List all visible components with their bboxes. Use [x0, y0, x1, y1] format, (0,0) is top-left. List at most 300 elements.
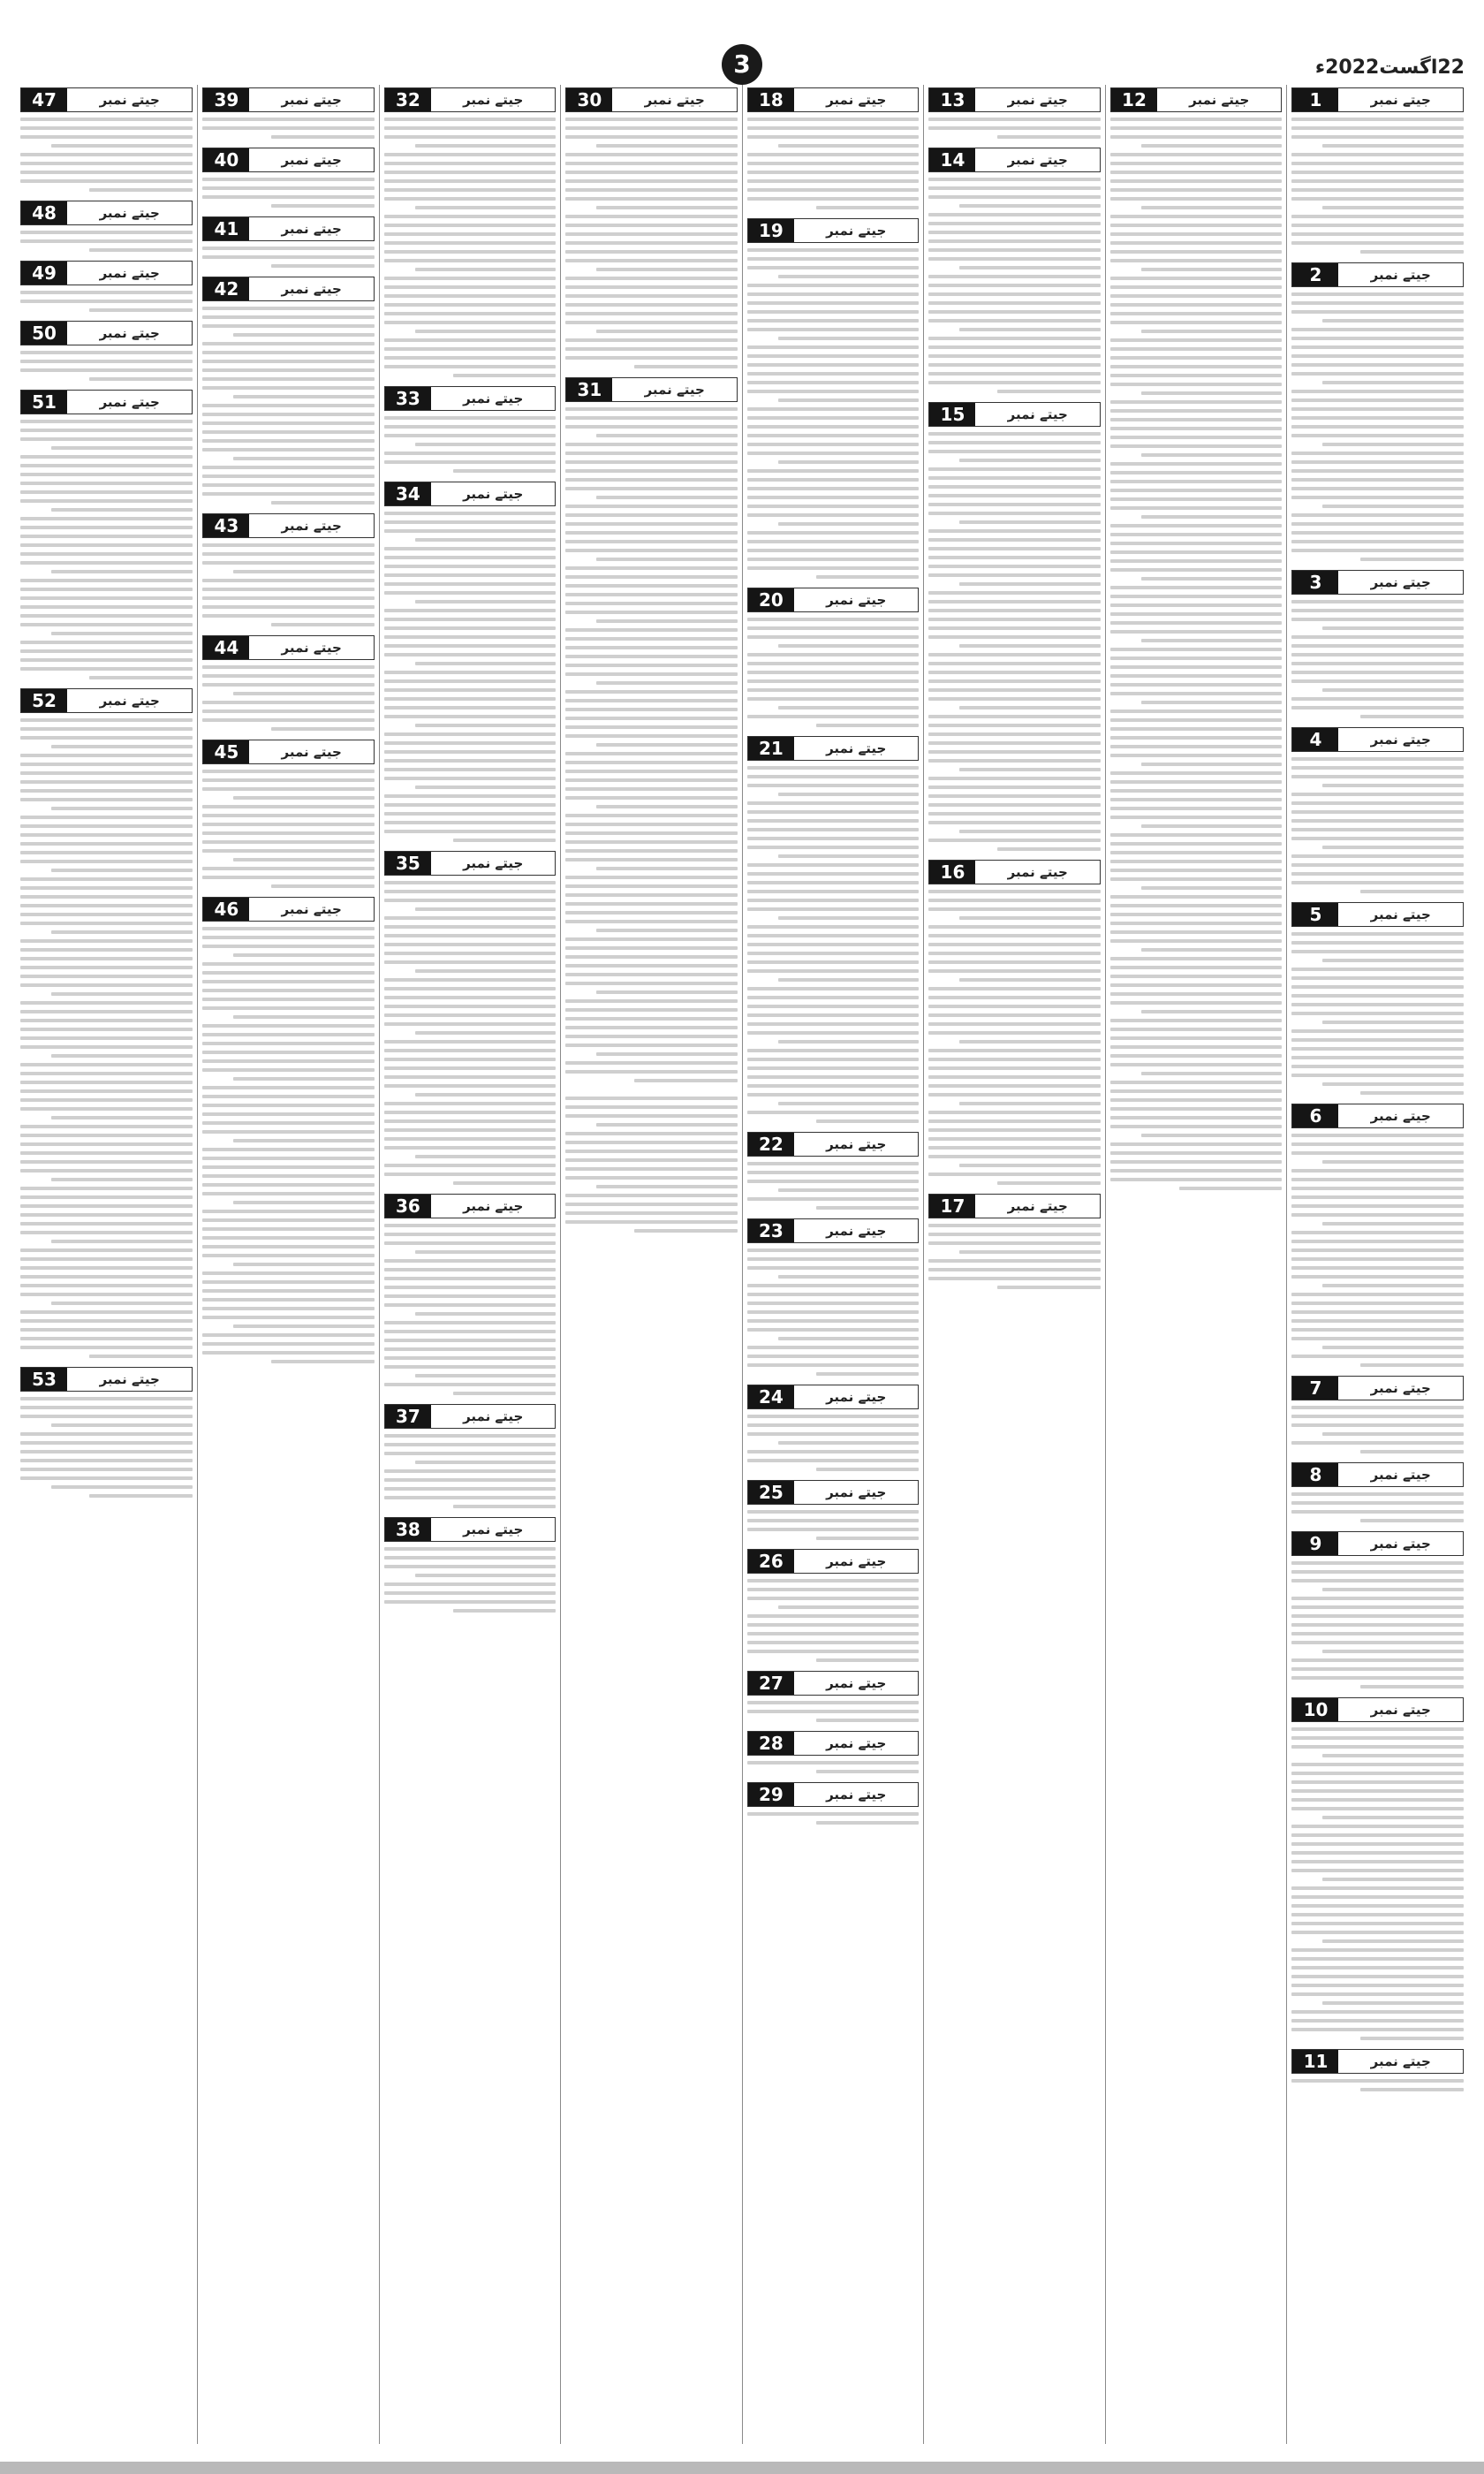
text-line — [747, 248, 920, 252]
text-line — [997, 847, 1101, 851]
text-line — [928, 724, 1101, 727]
item-text — [1291, 1722, 1464, 2045]
text-line — [928, 715, 1101, 718]
text-line — [928, 899, 1101, 902]
text-line — [747, 381, 920, 384]
text-line — [1322, 206, 1464, 209]
text-line — [384, 960, 556, 964]
text-line — [1110, 904, 1283, 907]
text-line — [20, 473, 193, 476]
text-line — [384, 881, 556, 884]
text-line — [778, 706, 920, 710]
text-line — [1291, 1895, 1464, 1899]
text-line — [596, 1052, 738, 1056]
text-line — [1291, 1310, 1464, 1314]
text-line — [1291, 881, 1464, 884]
text-line — [202, 126, 375, 130]
news-item — [747, 218, 920, 584]
text-line — [384, 1102, 556, 1105]
text-line — [565, 655, 738, 658]
text-line — [1291, 635, 1464, 639]
item-number: 37 — [385, 1405, 431, 1428]
text-line — [384, 1075, 556, 1079]
text-line — [747, 996, 920, 999]
text-line — [20, 162, 193, 165]
text-line — [565, 699, 738, 702]
text-line — [1110, 621, 1283, 625]
text-line — [747, 697, 920, 701]
text-line — [928, 503, 1101, 506]
text-line — [747, 1319, 920, 1323]
text-line — [959, 328, 1101, 331]
text-line — [565, 505, 738, 508]
text-line — [928, 925, 1101, 929]
text-line — [202, 710, 375, 713]
news-column — [379, 85, 561, 2444]
news-item — [565, 377, 738, 1088]
text-line — [384, 899, 556, 902]
item-label: جیتے نمبر — [794, 1385, 919, 1408]
text-line — [959, 204, 1101, 208]
text-line — [1291, 135, 1464, 139]
text-line — [959, 768, 1101, 771]
news-item — [202, 740, 375, 893]
text-line — [1322, 443, 1464, 446]
text-line — [747, 1650, 920, 1653]
text-line — [565, 717, 738, 720]
news-item — [928, 1194, 1101, 1294]
item-label: جیتے نمبر — [794, 1672, 919, 1695]
text-line — [202, 552, 375, 556]
text-line — [1291, 653, 1464, 656]
text-line — [233, 692, 375, 695]
text-line — [1291, 549, 1464, 552]
text-line — [202, 377, 375, 381]
text-line — [747, 540, 920, 543]
text-line — [384, 1119, 556, 1123]
news-column — [742, 85, 924, 2444]
text-line — [747, 390, 920, 393]
text-line — [384, 1496, 556, 1499]
item-number: 9 — [1292, 1532, 1338, 1555]
text-line — [384, 1146, 556, 1150]
text-line — [1360, 715, 1464, 718]
text-line — [202, 588, 375, 591]
item-header — [202, 216, 375, 241]
text-line — [202, 421, 375, 425]
text-line — [384, 890, 556, 893]
item-label: جیتے نمبر — [249, 514, 374, 537]
news-item — [1291, 727, 1464, 899]
text-line — [928, 688, 1101, 692]
text-line — [233, 333, 375, 337]
item-text — [202, 172, 375, 213]
page-number-badge: 3 — [722, 44, 762, 85]
text-line — [20, 1432, 193, 1436]
text-line — [51, 508, 193, 512]
text-line — [1110, 913, 1283, 916]
item-label: جیتے نمبر — [431, 1195, 556, 1218]
text-line — [928, 538, 1101, 542]
text-line — [1322, 1222, 1464, 1226]
text-line — [565, 1097, 738, 1100]
text-line — [1291, 416, 1464, 420]
text-line — [1110, 1028, 1283, 1031]
text-line — [51, 745, 193, 748]
text-line — [202, 596, 375, 600]
item-label: جیتے نمبر — [249, 277, 374, 300]
text-line — [565, 1132, 738, 1135]
item-text — [20, 112, 193, 197]
item-header — [747, 588, 920, 612]
text-line — [778, 337, 920, 340]
text-line — [565, 725, 738, 729]
news-column — [560, 85, 742, 2444]
text-line — [959, 1102, 1101, 1105]
text-line — [1322, 1021, 1464, 1024]
text-line — [415, 1574, 556, 1577]
text-line — [747, 1423, 920, 1427]
text-line — [747, 899, 920, 902]
text-line — [202, 1165, 375, 1169]
text-line — [565, 770, 738, 773]
text-line — [1110, 409, 1283, 413]
item-label: جیتے نمبر — [249, 740, 374, 763]
text-line — [384, 250, 556, 254]
text-line — [997, 135, 1101, 139]
text-line — [202, 186, 375, 190]
text-line — [20, 789, 193, 793]
text-line — [202, 404, 375, 407]
text-line — [202, 1342, 375, 1346]
text-line — [747, 1450, 920, 1453]
item-text — [384, 1218, 556, 1400]
text-line — [565, 593, 738, 596]
text-line — [1110, 586, 1283, 589]
item-header — [747, 1549, 920, 1574]
item-label: جیتے نمبر — [612, 88, 737, 111]
text-line — [928, 960, 1101, 964]
news-item — [1291, 570, 1464, 724]
item-header — [384, 87, 556, 112]
text-line — [202, 1095, 375, 1098]
text-line — [1110, 1081, 1283, 1084]
text-line — [565, 902, 738, 906]
item-label: جیتے نمبر — [67, 1368, 192, 1391]
item-header — [202, 740, 375, 764]
text-line — [1110, 656, 1283, 660]
text-line — [565, 1070, 738, 1074]
text-line — [20, 420, 193, 423]
text-line — [20, 1266, 193, 1270]
text-line — [202, 1227, 375, 1231]
text-line — [1291, 540, 1464, 543]
text-line — [384, 1233, 556, 1236]
news-item — [384, 1404, 556, 1514]
text-line — [747, 653, 920, 656]
item-label: جیتے نمبر — [431, 387, 556, 410]
text-line — [1291, 171, 1464, 174]
text-line — [1291, 1667, 1464, 1671]
item-number: 53 — [21, 1368, 67, 1391]
text-line — [384, 1600, 556, 1604]
text-line — [20, 1441, 193, 1445]
text-line — [565, 1220, 738, 1224]
text-line — [384, 934, 556, 937]
text-line — [747, 1588, 920, 1591]
text-line — [384, 356, 556, 360]
news-item — [747, 1480, 920, 1545]
item-header — [20, 688, 193, 713]
text-line — [747, 126, 920, 130]
text-line — [51, 807, 193, 810]
item-number: 43 — [203, 514, 249, 537]
news-item — [747, 1671, 920, 1727]
text-line — [415, 538, 556, 542]
text-line — [959, 1040, 1101, 1043]
text-line — [1141, 330, 1283, 333]
text-line — [1291, 197, 1464, 201]
text-line — [928, 1049, 1101, 1052]
text-line — [928, 943, 1101, 946]
text-line — [565, 522, 738, 526]
text-line — [1291, 1047, 1464, 1051]
text-line — [20, 957, 193, 960]
text-line — [1291, 1275, 1464, 1279]
text-line — [1291, 1736, 1464, 1740]
text-line — [1291, 1745, 1464, 1749]
item-number: 39 — [203, 88, 249, 111]
item-header — [202, 897, 375, 922]
text-line — [20, 300, 193, 303]
text-line — [747, 872, 920, 876]
text-line — [1110, 524, 1283, 527]
text-line — [1141, 1134, 1283, 1137]
text-line — [747, 846, 920, 849]
text-line — [1110, 427, 1283, 430]
item-text — [202, 112, 375, 144]
text-line — [565, 478, 738, 482]
item-text — [1110, 112, 1283, 1195]
text-line — [565, 761, 738, 764]
item-text — [384, 876, 556, 1190]
text-line — [928, 732, 1101, 736]
text-line — [384, 1005, 556, 1008]
text-line — [747, 943, 920, 946]
item-text — [202, 922, 375, 1369]
text-line — [747, 284, 920, 287]
text-line — [20, 1310, 193, 1314]
text-line — [565, 840, 738, 844]
text-line — [1291, 522, 1464, 526]
text-line — [384, 126, 556, 130]
item-number: 50 — [21, 322, 67, 345]
item-number: 36 — [385, 1195, 431, 1218]
text-line — [747, 1049, 920, 1052]
text-line — [1291, 1605, 1464, 1609]
item-label: جیتے نمبر — [1338, 2050, 1463, 2073]
text-line — [747, 1248, 920, 1252]
text-line — [202, 989, 375, 992]
text-line — [928, 432, 1101, 436]
text-line — [1291, 985, 1464, 989]
text-line — [747, 1528, 920, 1531]
item-header — [747, 1671, 920, 1696]
text-line — [747, 188, 920, 192]
text-line — [928, 301, 1101, 305]
text-line — [1322, 1939, 1464, 1943]
text-line — [565, 1043, 738, 1047]
text-line — [1141, 1072, 1283, 1075]
item-number: 18 — [748, 88, 794, 111]
text-line — [20, 517, 193, 520]
item-text — [747, 761, 920, 1128]
item-number: 30 — [566, 88, 612, 111]
news-item — [202, 148, 375, 213]
text-line — [1110, 471, 1283, 474]
text-line — [384, 1286, 556, 1289]
text-line — [1291, 469, 1464, 473]
text-line — [415, 330, 556, 333]
text-line — [1291, 1204, 1464, 1208]
text-line — [384, 715, 556, 718]
text-line — [20, 1160, 193, 1164]
item-number: 44 — [203, 636, 249, 659]
text-line — [202, 307, 375, 310]
text-line — [747, 319, 920, 323]
text-line — [565, 575, 738, 579]
text-line — [1291, 162, 1464, 165]
text-line — [1291, 1231, 1464, 1234]
news-item — [1291, 1462, 1464, 1528]
text-line — [928, 354, 1101, 358]
text-line — [928, 565, 1101, 568]
text-line — [565, 946, 738, 950]
item-header — [20, 321, 193, 345]
text-line — [384, 1582, 556, 1586]
news-item — [928, 402, 1101, 856]
news-item — [202, 897, 375, 1369]
text-line — [1291, 1056, 1464, 1059]
text-line — [20, 614, 193, 618]
text-line — [384, 118, 556, 121]
text-line — [928, 239, 1101, 243]
text-line — [747, 487, 920, 490]
text-line — [1110, 966, 1283, 969]
text-line — [202, 831, 375, 835]
text-line — [747, 153, 920, 156]
text-line — [928, 1128, 1101, 1132]
text-line — [20, 1231, 193, 1234]
text-line — [747, 679, 920, 683]
text-line — [747, 179, 920, 183]
text-line — [202, 255, 375, 259]
text-line — [384, 1591, 556, 1595]
text-line — [959, 459, 1101, 462]
text-line — [202, 561, 375, 565]
footer-rule — [0, 2462, 1484, 2474]
text-line — [1110, 179, 1283, 183]
text-line — [747, 635, 920, 639]
news-item — [1291, 2049, 1464, 2097]
text-line — [202, 178, 375, 181]
text-line — [20, 579, 193, 582]
text-line — [997, 1181, 1101, 1185]
text-line — [747, 925, 920, 929]
text-line — [202, 247, 375, 250]
item-text — [20, 285, 193, 317]
text-line — [1291, 941, 1464, 945]
text-line — [778, 1275, 920, 1279]
text-line — [747, 952, 920, 955]
text-line — [1110, 285, 1283, 289]
text-line — [384, 626, 556, 630]
text-line — [1110, 833, 1283, 837]
item-number: 8 — [1292, 1463, 1338, 1486]
news-item — [202, 277, 375, 510]
text-line — [747, 1346, 920, 1349]
text-line — [816, 724, 920, 727]
text-line — [1110, 930, 1283, 934]
item-number: 29 — [748, 1783, 794, 1806]
text-line — [384, 1277, 556, 1280]
text-line — [384, 750, 556, 754]
text-line — [20, 437, 193, 441]
text-line — [928, 450, 1101, 453]
text-line — [20, 561, 193, 565]
text-line — [565, 126, 738, 130]
text-line — [928, 785, 1101, 789]
item-label: جیتے نمبر — [431, 1518, 556, 1541]
text-line — [89, 1494, 193, 1498]
text-line — [565, 118, 738, 121]
text-line — [747, 1162, 920, 1165]
text-line — [565, 787, 738, 791]
text-line — [565, 338, 738, 342]
text-line — [20, 771, 193, 775]
item-number: 31 — [566, 378, 612, 401]
text-line — [778, 1188, 920, 1192]
text-line — [20, 886, 193, 890]
text-line — [565, 347, 738, 351]
text-line — [747, 171, 920, 174]
text-line — [747, 531, 920, 535]
text-line — [384, 1487, 556, 1491]
text-line — [778, 275, 920, 278]
text-line — [928, 441, 1101, 444]
text-line — [565, 277, 738, 280]
text-line — [928, 1022, 1101, 1026]
text-line — [1322, 784, 1464, 787]
text-line — [1291, 1293, 1464, 1296]
text-line — [1360, 890, 1464, 893]
item-number: 2 — [1292, 263, 1338, 286]
text-line — [233, 796, 375, 800]
text-line — [1110, 1169, 1283, 1172]
text-line — [51, 1054, 193, 1058]
text-line — [959, 1164, 1101, 1167]
text-line — [1291, 1266, 1464, 1270]
text-line — [20, 1098, 193, 1102]
text-line — [384, 794, 556, 798]
text-line — [202, 674, 375, 678]
text-line — [747, 566, 920, 570]
text-line — [1291, 1510, 1464, 1514]
text-line — [384, 777, 556, 780]
item-number: 17 — [929, 1195, 975, 1218]
text-line — [1291, 2019, 1464, 2022]
text-line — [384, 294, 556, 298]
